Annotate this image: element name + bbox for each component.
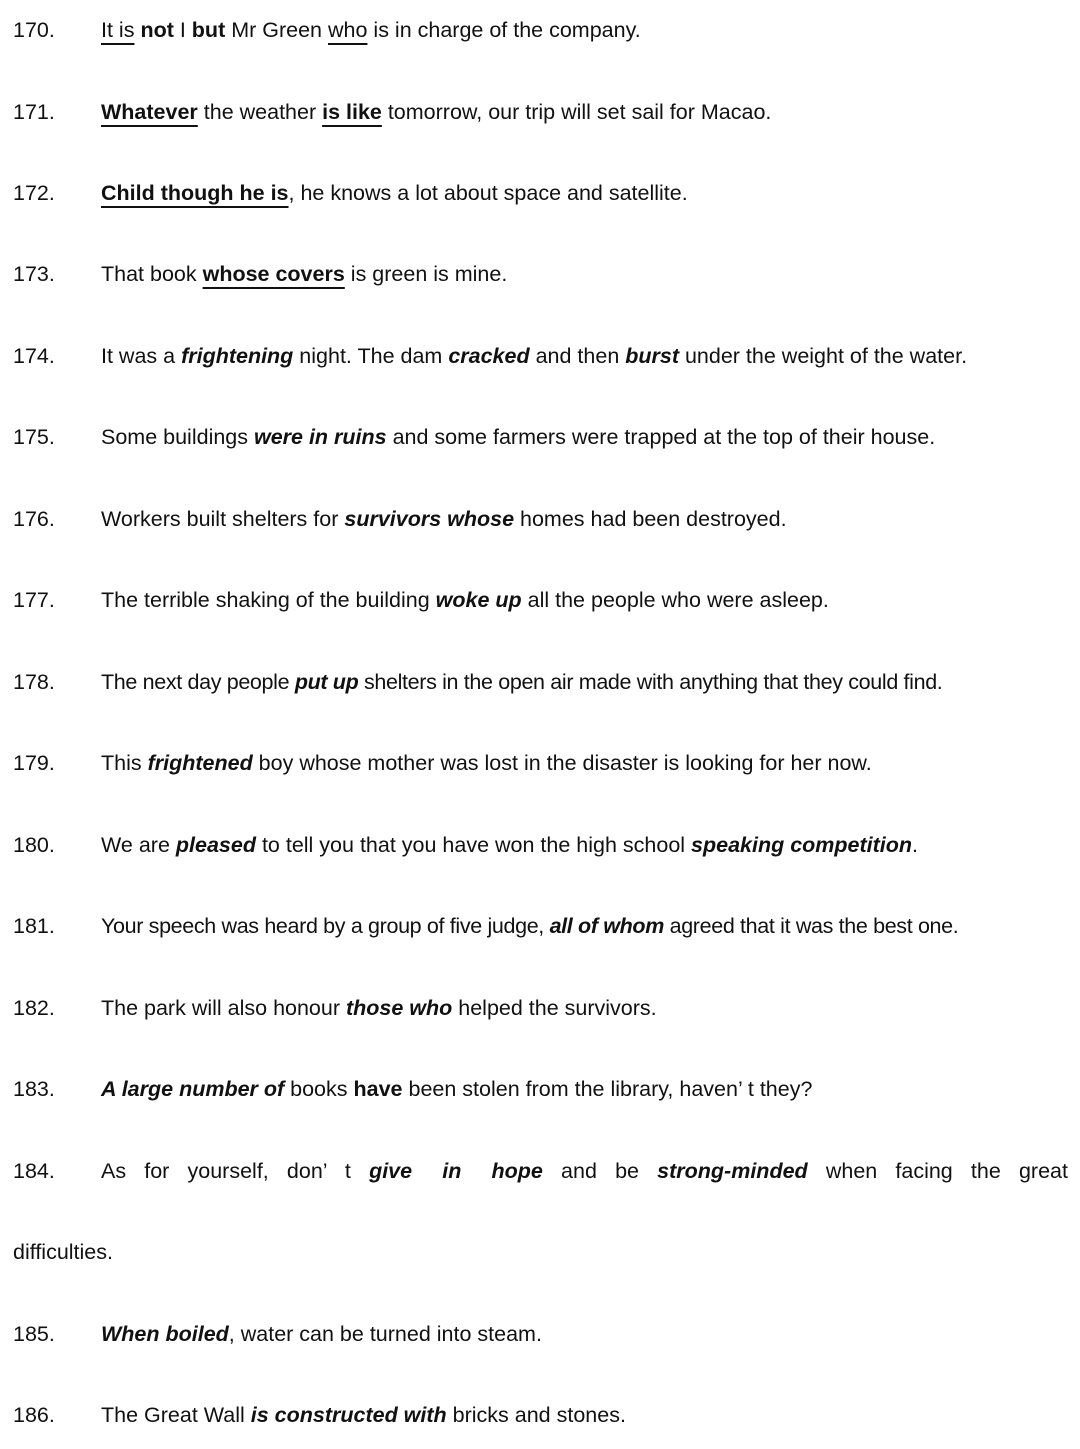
- sentence-text: [101, 173, 1068, 213]
- bold-italic-phrase: were in ruins: [253, 425, 387, 449]
- bold-italic-phrase: all of whom: [549, 914, 664, 938]
- text-run: bricks and stones.: [446, 1403, 626, 1427]
- bold-italic-phrase: cracked: [448, 344, 530, 368]
- text-run: under the weight of the water.: [679, 344, 968, 368]
- sentence-text: [101, 92, 1068, 132]
- underlined-phrase: who: [327, 18, 368, 42]
- sentence-181: [0, 906, 1080, 946]
- text-run: is green is mine.: [344, 262, 508, 286]
- bold-word: not: [140, 18, 174, 42]
- bold-italic-phrase: those who: [345, 996, 453, 1020]
- sentence-number: 174.: [13, 344, 55, 368]
- sentence-text: [101, 1069, 1068, 1109]
- sentence-number: 170.: [13, 18, 55, 42]
- sentence-179: [0, 743, 1080, 783]
- text-run: when facing the great: [807, 1159, 1068, 1183]
- sentence-184-continuation: [0, 1232, 1080, 1272]
- sentence-text: [101, 1151, 1068, 1191]
- continuation-text: difficulties.: [13, 1240, 113, 1264]
- sentence-number: 176.: [13, 507, 55, 531]
- sentence-number: 178.: [13, 670, 55, 694]
- text-run: Your speech was heard by a group of five judge,: [101, 914, 550, 938]
- sentence-185: [0, 1314, 1080, 1354]
- sentence-178: [0, 662, 1080, 702]
- sentence-174: [0, 336, 1080, 376]
- text-run: shelters in the open air made with anything that they could find.: [358, 670, 943, 694]
- sentence-173: [0, 254, 1080, 294]
- text-run: to tell you that you have won the high school: [255, 833, 692, 857]
- text-run: night. The dam: [293, 344, 449, 368]
- sentence-170: [0, 10, 1080, 50]
- text-run: , water can be turned into steam.: [228, 1322, 542, 1346]
- sentence-176: [0, 499, 1080, 539]
- sentence-number: 184.: [13, 1159, 55, 1183]
- bold-underlined-phrase: Whatever: [101, 100, 198, 124]
- sentence-text: [101, 1395, 1068, 1435]
- bold-italic-phrase: woke up: [435, 588, 522, 612]
- text-run: This: [101, 751, 148, 775]
- bold-italic-phrase: A large number of: [101, 1077, 285, 1101]
- bold-italic-phrase: frightening: [181, 344, 294, 368]
- bold-italic-phrase: is constructed with: [250, 1403, 447, 1427]
- text-run: , he knows a lot about space and satellite.: [288, 181, 688, 205]
- sentence-180: [0, 825, 1080, 865]
- text-run: The Great Wall: [101, 1403, 251, 1427]
- bold-italic-phrase: strong-minded: [657, 1159, 808, 1183]
- sentence-text: [101, 743, 1068, 783]
- sentence-text: [101, 825, 1068, 865]
- sentence-number: 183.: [13, 1077, 55, 1101]
- sentence-171: [0, 92, 1080, 132]
- sentence-number: 182.: [13, 996, 55, 1020]
- text-run: tomorrow, our trip will set sail for Macao.: [381, 100, 772, 124]
- text-run: Workers built shelters for: [101, 507, 345, 531]
- sentence-text: [101, 1314, 1068, 1354]
- sentence-text: [101, 499, 1068, 539]
- sentence-number: 186.: [13, 1403, 55, 1427]
- sentence-172: [0, 173, 1080, 213]
- bold-italic-phrase: burst: [625, 344, 679, 368]
- text-run: Some buildings: [101, 425, 254, 449]
- sentence-number: 177.: [13, 588, 55, 612]
- sentence-text: [101, 254, 1068, 294]
- text-run: is in charge of the company.: [367, 18, 641, 42]
- text-run: homes had been destroyed.: [514, 507, 787, 531]
- bold-italic-phrase: frightened: [147, 751, 253, 775]
- text-run: all the people who were asleep.: [521, 588, 829, 612]
- text-run: the weather: [197, 100, 323, 124]
- sentence-number: 180.: [13, 833, 55, 857]
- text-run: and then: [529, 344, 626, 368]
- text-run: Mr Green: [225, 18, 328, 42]
- text-run: boy whose mother was lost in the disaster is looking for her now.: [252, 751, 872, 775]
- sentence-184: [0, 1151, 1080, 1191]
- text-run: It was a: [101, 344, 182, 368]
- sentence-number: 175.: [13, 425, 55, 449]
- bold-italic-phrase: survivors whose: [344, 507, 515, 531]
- sentence-text: [101, 417, 1068, 457]
- sentence-text: [101, 988, 1068, 1028]
- sentence-183: [0, 1069, 1080, 1109]
- text-run: been stolen from the library, haven’ t they?: [402, 1077, 813, 1101]
- sentence-number: 172.: [13, 181, 55, 205]
- bold-word: but: [191, 18, 226, 42]
- sentence-text: [101, 662, 1068, 702]
- sentence-number: 181.: [13, 914, 55, 938]
- bold-underlined-phrase: whose covers: [202, 262, 345, 286]
- text-run: agreed that it was the best one.: [663, 914, 959, 938]
- text-run: The terrible shaking of the building: [101, 588, 436, 612]
- underlined-phrase: It is: [101, 18, 135, 42]
- text-run: .: [912, 833, 919, 857]
- bold-underlined-phrase: is like: [322, 100, 382, 124]
- sentence-text: [101, 906, 1068, 946]
- text-run: I: [173, 18, 192, 42]
- text-run: The park will also honour: [101, 996, 346, 1020]
- text-run: The next day people: [101, 670, 295, 694]
- sentence-182: [0, 988, 1080, 1028]
- text-run: books: [284, 1077, 354, 1101]
- text-run: and some farmers were trapped at the top of their house.: [386, 425, 936, 449]
- bold-italic-phrase: speaking competition: [691, 833, 913, 857]
- bold-italic-phrase: pleased: [175, 833, 256, 857]
- sentence-number: 179.: [13, 751, 55, 775]
- sentence-186: [0, 1395, 1080, 1435]
- text-run: helped the survivors.: [452, 996, 657, 1020]
- sentence-text: [101, 10, 1068, 50]
- sentence-number: 171.: [13, 100, 55, 124]
- text-run: As for yourself, don’ t: [101, 1159, 370, 1183]
- text-run: We are: [101, 833, 176, 857]
- bold-italic-phrase: When boiled: [101, 1322, 229, 1346]
- bold-underlined-phrase: Child though he is: [101, 181, 289, 205]
- bold-italic-phrase: put up: [294, 670, 359, 694]
- sentence-175: [0, 417, 1080, 457]
- sentence-number: 185.: [13, 1322, 55, 1346]
- sentence-number: 173.: [13, 262, 55, 286]
- text-run: That book: [101, 262, 203, 286]
- bold-italic-phrase: give in hope: [369, 1159, 543, 1183]
- text-run: and be: [542, 1159, 658, 1183]
- sentence-177: [0, 580, 1080, 620]
- bold-word: have: [353, 1077, 403, 1101]
- sentence-text: [101, 336, 1068, 376]
- sentence-text: [101, 580, 1068, 620]
